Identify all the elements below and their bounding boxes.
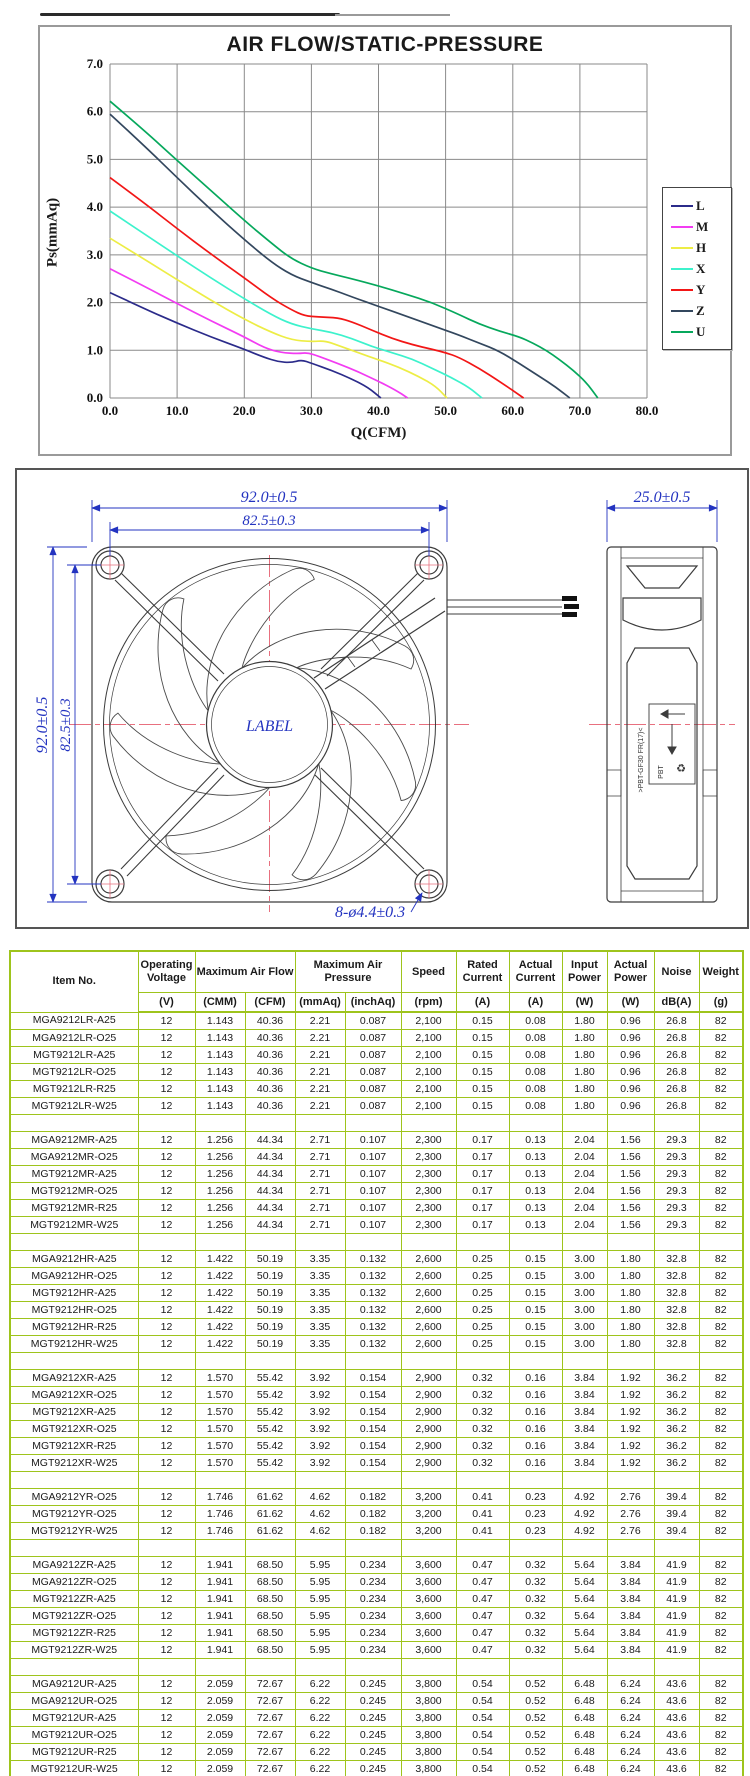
unit-cmm: (CMM): [195, 993, 245, 1013]
curve-L: [110, 293, 381, 398]
unit-mmaq: (mmAq): [295, 993, 345, 1013]
curve-U: [110, 101, 598, 398]
table-row: MGT9212HR-R25 12 1.422 50.19 3.35 0.132 2,600 0.25 0.15 3.00 1.80 32.8 82: [10, 1319, 743, 1336]
unit-voltage: (V): [138, 993, 195, 1013]
table-row: MGT9212XR-O25 12 1.570 55.42 3.92 0.154 2,900 0.32 0.16 3.84 1.92 36.2 82: [10, 1421, 743, 1438]
table-spacer-row: [10, 1659, 743, 1676]
table-row: MGA9212XR-O25 12 1.570 55.42 3.92 0.154 2,900 0.32 0.16 3.84 1.92 36.2 82: [10, 1387, 743, 1404]
legend-line-X: [671, 268, 693, 270]
table-row: MGT9212XR-R25 12 1.570 55.42 3.92 0.154 2,900 0.32 0.16 3.84 1.92 36.2 82: [10, 1438, 743, 1455]
col-speed: Speed: [401, 951, 456, 993]
legend-item-H: [671, 237, 731, 258]
col-input-power: Input Power: [562, 951, 607, 993]
table-row: MGT9212YR-W25 12 1.746 61.62 4.62 0.182 3,200 0.41 0.23 4.92 2.76 39.4 82: [10, 1523, 743, 1540]
dimension-lines: [47, 500, 717, 912]
table-row: MGT9212XR-W25 12 1.570 55.42 3.92 0.154 2,900 0.32 0.16 3.84 1.92 36.2 82: [10, 1455, 743, 1472]
table-row: MGA9212UR-A25 12 2.059 72.67 6.22 0.245 3,800 0.54 0.52 6.48 6.24 43.6 82: [10, 1676, 743, 1693]
col-airflow: Maximum Air Flow: [195, 951, 295, 993]
table-row: MGA9212HR-A25 12 1.422 50.19 3.35 0.132 2,600 0.25 0.15 3.00 1.80 32.8 82: [10, 1251, 743, 1268]
dim-height: 92.0±0.5: [34, 696, 51, 754]
unit-inchaq: (inchAq): [345, 993, 401, 1013]
col-item: Item No.: [10, 951, 138, 1012]
pbt-label: PBT: [658, 765, 665, 779]
legend-label-Y: Y: [696, 281, 706, 297]
legend-label-Z: Z: [696, 302, 705, 318]
airflow-direction-icons: [661, 710, 685, 754]
table-row: MGA9212MR-A25 12 1.256 44.34 2.71 0.107 2,300 0.17 0.13 2.04 1.56 29.3 82: [10, 1132, 743, 1149]
unit-actual-w: (W): [607, 993, 654, 1013]
y-tick: 1.0: [86, 342, 103, 358]
table-row: MGA9212UR-O25 12 2.059 72.67 6.22 0.245 3,800 0.54 0.52 6.48 6.24 43.6 82: [10, 1693, 743, 1710]
y-tick: 5.0: [86, 151, 103, 167]
legend-item-X: [671, 258, 731, 279]
x-tick: 20.0: [232, 403, 256, 418]
plot-area: [40, 27, 730, 454]
y-tick: 3.0: [86, 246, 103, 262]
chart-legend: [662, 187, 732, 350]
legend-item-Y: [671, 279, 731, 300]
table-row: MGT9212UR-A25 12 2.059 72.67 6.22 0.245 3,800 0.54 0.52 6.48 6.24 43.6 82: [10, 1710, 743, 1727]
table-row: MGT9212MR-W25 12 1.256 44.34 2.71 0.107 2,300 0.17 0.13 2.04 1.56 29.3 82: [10, 1217, 743, 1234]
table-row: MGT9212ZR-R25 12 1.941 68.50 5.95 0.234 3,600 0.47 0.32 5.64 3.84 41.9 82: [10, 1625, 743, 1642]
legend-item-Z: [671, 300, 731, 321]
dim-hole-spacing-v: 82.5±0.3: [58, 698, 74, 752]
col-weight: Weight: [699, 951, 743, 993]
table-row: MGA9212YR-O25 12 1.746 61.62 4.62 0.182 3,200 0.41 0.23 4.92 2.76 39.4 82: [10, 1489, 743, 1506]
scan-artifact-line-faint: [335, 14, 450, 16]
hub-label: LABEL: [245, 718, 294, 735]
unit-dba: dB(A): [654, 993, 699, 1013]
table-row: MGT9212UR-R25 12 2.059 72.67 6.22 0.245 3,800 0.54 0.52 6.48 6.24 43.6 82: [10, 1744, 743, 1761]
dim-depth: 25.0±0.5: [633, 489, 691, 506]
centerlines: [69, 555, 735, 912]
material-marking: >PBT-GF30 FR(17)<: [638, 727, 645, 793]
unit-cfm: (CFM): [245, 993, 295, 1013]
table-row: MGT9212MR-R25 12 1.256 44.34 2.71 0.107 2,300 0.17 0.13 2.04 1.56 29.3 82: [10, 1200, 743, 1217]
scan-artifact-line: [40, 13, 340, 16]
fan-drawing-svg: [17, 470, 747, 927]
legend-label-L: L: [696, 197, 705, 213]
table-row: MGT9212UR-O25 12 2.059 72.67 6.22 0.245 3,800 0.54 0.52 6.48 6.24 43.6 82: [10, 1727, 743, 1744]
table-row: MGT9212MR-O25 12 1.256 44.34 2.71 0.107 2,300 0.17 0.13 2.04 1.56 29.3 82: [10, 1183, 743, 1200]
table-row: MGT9212YR-O25 12 1.746 61.62 4.62 0.182 3,200 0.41 0.23 4.92 2.76 39.4 82: [10, 1506, 743, 1523]
y-tick: 4.0: [86, 199, 103, 215]
legend-label-X: X: [696, 260, 706, 276]
table-row: MGA9212MR-O25 12 1.256 44.34 2.71 0.107 2,300 0.17 0.13 2.04 1.56 29.3 82: [10, 1149, 743, 1166]
table-spacer-row: [10, 1472, 743, 1489]
table-row: MGT9212HR-O25 12 1.422 50.19 3.35 0.132 2,600 0.25 0.15 3.00 1.80 32.8 82: [10, 1302, 743, 1319]
table-row: MGA9212HR-O25 12 1.422 50.19 3.35 0.132 2,600 0.25 0.15 3.00 1.80 32.8 82: [10, 1268, 743, 1285]
table-row: MGT9212LR-R25 12 1.143 40.36 2.21 0.087 2,100 0.15 0.08 1.80 0.96 26.8 82: [10, 1081, 743, 1098]
legend-item-M: [671, 216, 731, 237]
table-row: MGT9212LR-A25 12 1.143 40.36 2.21 0.087 2,100 0.15 0.08 1.80 0.96 26.8 82: [10, 1047, 743, 1064]
col-actual-power: Actual Power: [607, 951, 654, 993]
x-tick: 60.0: [501, 403, 525, 418]
recycle-icon: ♻: [676, 763, 686, 775]
legend-item-U: [671, 321, 731, 342]
unit-input-w: (W): [562, 993, 607, 1013]
x-tick: 50.0: [434, 403, 457, 418]
table-row: MGT9212ZR-W25 12 1.941 68.50 5.95 0.234 3,600 0.47 0.32 5.64 3.84 41.9 82: [10, 1642, 743, 1659]
y-axis-label: Ps(mmAq): [44, 197, 61, 268]
legend-line-Y: [671, 289, 693, 291]
table-row: MGT9212XR-A25 12 1.570 55.42 3.92 0.154 2,900 0.32 0.16 3.84 1.92 36.2 82: [10, 1404, 743, 1421]
x-tick: 80.0: [635, 403, 659, 418]
table-spacer-row: [10, 1115, 743, 1132]
legend-label-M: M: [696, 218, 709, 234]
table-row: MGT9212LR-W25 12 1.143 40.36 2.21 0.087 2,100 0.15 0.08 1.80 0.96 26.8 82: [10, 1098, 743, 1115]
y-tick: 2.0: [86, 294, 103, 310]
table-spacer-row: [10, 1234, 743, 1251]
x-tick: 70.0: [568, 403, 592, 418]
y-tick: 7.0: [86, 56, 103, 71]
x-tick: 30.0: [300, 403, 323, 418]
legend-item-L: [671, 195, 731, 216]
x-tick: 40.0: [367, 403, 390, 418]
table-row: MGA9212LR-A25 12 1.143 40.36 2.21 0.087 2,100 0.15 0.08 1.80 0.96 26.8 82: [10, 1012, 743, 1030]
fan-dimension-drawing: [15, 468, 749, 929]
dim-width: 92.0±0.5: [240, 489, 298, 506]
dim-hole-spacing: 82.5±0.3: [242, 513, 296, 529]
y-tick: 0.0: [86, 390, 103, 405]
table-row: MGA9212LR-O25 12 1.143 40.36 2.21 0.087 2,100 0.15 0.08 1.80 0.96 26.8 82: [10, 1030, 743, 1047]
table-row: MGA9212XR-A25 12 1.570 55.42 3.92 0.154 2,900 0.32 0.16 3.84 1.92 36.2 82: [10, 1370, 743, 1387]
table-spacer-row: [10, 1540, 743, 1557]
table-row: MGT9212MR-A25 12 1.256 44.34 2.71 0.107 2,300 0.17 0.13 2.04 1.56 29.3 82: [10, 1166, 743, 1183]
legend-label-U: U: [696, 323, 706, 339]
unit-g: (g): [699, 993, 743, 1013]
col-rated-current: Rated Current: [456, 951, 509, 993]
dim-hole-diameter: 8-ø4.4±0.3: [335, 904, 406, 921]
col-actual-current: Actual Current: [509, 951, 562, 993]
x-axis-label: Q(CFM): [350, 425, 407, 441]
legend-line-Z: [671, 310, 693, 312]
unit-actual-a: (A): [509, 993, 562, 1013]
legend-line-M: [671, 226, 693, 228]
table-row: MGT9212UR-W25 12 2.059 72.67 6.22 0.245 3,800 0.54 0.52 6.48 6.24 43.6 82: [10, 1761, 743, 1776]
spec-table: [9, 950, 744, 1776]
legend-label-H: H: [696, 239, 707, 255]
legend-line-H: [671, 247, 693, 249]
x-tick: 0.0: [101, 403, 119, 418]
table-spacer-row: [10, 1353, 743, 1370]
curve-X: [110, 211, 482, 398]
table-row: MGT9212LR-O25 12 1.143 40.36 2.21 0.087 2,100 0.15 0.08 1.80 0.96 26.8 82: [10, 1064, 743, 1081]
legend-line-L: [671, 205, 693, 207]
unit-rated-a: (A): [456, 993, 509, 1013]
table-row: MGT9212HR-W25 12 1.422 50.19 3.35 0.132 2,600 0.25 0.15 3.00 1.80 32.8 82: [10, 1336, 743, 1353]
table-row: MGT9212ZR-A25 12 1.941 68.50 5.95 0.234 3,600 0.47 0.32 5.64 3.84 41.9 82: [10, 1591, 743, 1608]
legend-line-U: [671, 331, 693, 333]
airflow-chart: [38, 25, 732, 456]
chart-title: AIR FLOW/STATIC-PRESSURE: [226, 33, 544, 56]
table-row: MGA9212ZR-A25 12 1.941 68.50 5.95 0.234 3,600 0.47 0.32 5.64 3.84 41.9 82: [10, 1557, 743, 1574]
table-row: MGT9212HR-A25 12 1.422 50.19 3.35 0.132 2,600 0.25 0.15 3.00 1.80 32.8 82: [10, 1285, 743, 1302]
y-tick: 6.0: [86, 103, 103, 119]
table-row: MGT9212ZR-O25 12 1.941 68.50 5.95 0.234 3,600 0.47 0.32 5.64 3.84 41.9 82: [10, 1608, 743, 1625]
col-pressure: Maximum Air Pressure: [295, 951, 401, 993]
col-noise: Noise: [654, 951, 699, 993]
col-voltage: Operating Voltage: [138, 951, 195, 993]
unit-rpm: (rpm): [401, 993, 456, 1013]
table-row: MGA9212ZR-O25 12 1.941 68.50 5.95 0.234 3,600 0.47 0.32 5.64 3.84 41.9 82: [10, 1574, 743, 1591]
x-tick: 10.0: [165, 403, 189, 418]
